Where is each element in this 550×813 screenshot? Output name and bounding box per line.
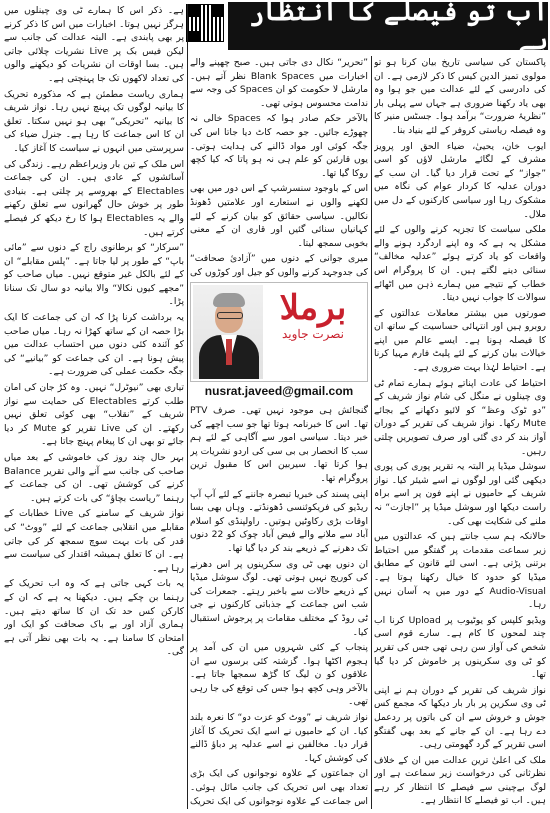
paragraph: صورتوں میں بیشتر معاملات عدالتوں کے روبرو ہیں اور انتہائی حساسیت کے ساتھ ان کا فیصلہ ہونا ہے۔ ایسے عالم میں اپنے خیالات بیان کرنے کے لئے پلیٹ فارم مہیا کرنا ہے۔ احتیاط لہٰذا بہت ضروری ہے۔ [374,307,546,374]
author-box [190,282,368,382]
paragraph: ملکی سیاست کا تجزیہ کرنے والوں کے لئے مشکل یہ ہے کہ وہ اپنے اردگرد ہونے والے واقعات کو یاد کرتے ہوئے ”عدلیہ مخالف“ سنائی دینے لگتے ہیں۔ ان کا پروگرام اس خطاب کے نتیجے میں ہمارے ذہن میں اٹھائے سوالات کا جواب نہیں دیتا۔ [374,224,546,304]
column-logo [265,289,361,341]
author-email[interactable]: nusrat.javeed@gmail.com [204,384,354,398]
paragraph: اپنی پسند کی خبریا تبصرہ جاننے کے لئے آپ آپ ریڈیو کی فریکوئنسی ڈھونڈتے۔ وہاں بھی بسا اوقات بڑی رکاوٹیں ہوتیں۔ راولپنڈی کو اسلام آباد سے ملانے والے فیض آباد چوک کو 22 دنوں تک دھرنے کے ذریعے بند کر دیا گیا تھا۔ [190,488,368,554]
paragraph: بہر حال چند روز کی خاموشی کے بعد میاں صاحب کی جانب سے آنے والی تقریر Balance کرنے کی کوشش تھی۔ ان کی جماعت کے رہنما ”ریاست بچاؤ“ کی بات کرتے ہیں۔ [4,452,184,504]
paragraph: بالآخر حکم صادر ہوا کہ Spaces خالی نہ چھوڑے جائیں۔ جو حصہ کاٹ دیا جاتا اس کی جگہ کوئی اور مواد ڈالنے کی ہدایت ہوتی۔ یوں قارئین کو علم ہی نہ ہو پاتا کہ کیا کچھ روکا گیا تھا۔ [190,113,368,179]
paragraph: نواز شریف کے سامنے کی Live خطابات کے مقابلے میں انقلابی جماعت کے لئے ”ووٹ“ کی قدر کی بات بہت سوچ سمجھ کر کی جاتی ہے۔ ان کا تعلق ہمیشہ اقتدار کی سیاست سے رہا ہے۔ [4,508,184,574]
paragraph: احتیاط کی عادت اپناتے ہوئے ہمارے تمام ٹی وی چینلوں نے منگل کی شام نواز شریف کے ”دو ٹوک وعظ“ کو لائیو دکھانے کے بجائے Mute رکھا۔ نواز شریف کی تقریر کے دوران آواز بند کر دی گئی اور صرف تصویریں چلتی رہیں۔ [374,377,546,457]
paragraph: ان جماعتوں کے علاوہ نوجوانوں کی ایک بڑی تعداد بھی اس تحریک کی جانب مائل ہوئی۔ اس جماعت کے علاوہ نوجوانوں کی ایک تحریک [190,768,368,807]
paragraph: میری جوانی کے دنوں میں ”آزادیٔ صحافت“ کی جدوجہد کرنے والوں کو جیل اور کوڑوں کی [190,253,368,278]
paragraph: یہ بات کہی جاتی ہے کہ وہ اب تحریک کے رہنما بن چکے ہیں۔ دیکھنا یہ ہے کہ ان کے کارکن کس حد تک ان کا ساتھ دیتے ہیں۔ ہماری آزاد اور بے باک صحافت کو ایک اور امتحان کا سامنا ہے۔ یہ بات بھی نظر آتی ہے گی۔ [4,578,184,658]
paragraph: نواز شریف کی تقریر کے دوران ہم نے اپنی ٹی وی سکرین پر بار بار دیکھا کہ مجمع کس جوش و خروش سے ان کی باتوں پر ردعمل دے رہا ہے۔ ان کے جانے کے بعد بھی گفتگو اسی تقریر کے گرد گھومتی رہی۔ [374,684,546,751]
paragraph: ویڈیو کلپس کو یوٹیوب پر Upload کرنا اب چند لمحوں کا کام ہے۔ سارے قوم اسی شخص کی آواز سن رہی تھی جس کی تقریر کو ٹی وی سکرینوں پر خاموش کر دیا گیا تھا۔ [374,614,546,681]
paragraph: حالانکہ ہم سب جانتے ہیں کہ عدالتوں میں زیر سماعت مقدمات پر گفتگو میں احتیاط برتنی پڑتی ہے۔ اسی لئے قانون کے مطابق میڈیا کو حدود کا خیال رکھنا ہوتا ہے۔ Audio-Visual کے دور میں یہ آسان نہیں رہا۔ [374,531,546,611]
paragraph: یہ برداشت کرنا پڑا کہ ان کی جماعت کا ایک بڑا حصہ ان کے ساتھ کھڑا نہ رہا۔ میاں صاحب کو آئندہ کئی دنوں میں احتساب عدالت میں پیش ہونا ہے۔ ان کی جماعت کو ”بیانیے“ کی جگہ حکمت عملی کی ضرورت ہے۔ [4,312,184,378]
paragraph: ہے۔ ذکر اس کا ہمارے ٹی وی چینلوں میں ہرگز نہیں ہوتا۔ اخبارات میں اس کا ذکر کرنے پر بھی پابندی ہے۔ البتہ عدالت کی جانب سے لیکن فیس بک پر Live نشریات چلائی جاتی ہیں۔ بسا اوقات ان نشریات کو دیکھنے والوں کی تعداد لاکھوں تک جا پہنچتی ہے۔ [4,5,184,84]
paragraph: ہماری ریاست مطمئن ہے کہ مذکورہ تحریک کا بیانیہ لوگوں تک پہنچ نہیں رہا۔ نواز شریف کا بیانیہ ”تحریکی“ بھی ہو نہیں سکتا۔ تعلق ان کا اس جماعت کا رہا ہے۔ جنرل ضیاء کی سرپرستی میں انہوں نے سیاست کا آغاز کیا۔ [4,88,184,154]
column-right [374,56,546,809]
paragraph: اس کے باوجود سنسرشپ کے اس دور میں بھی لکھنے والوں نے استعارے اور علامتیں ڈھونڈ نکالیں۔ سیاسی حقائق کو بیان کرنے کے لئے کہانیاں سنائی گئیں اور قاری ان کے معنی بخوبی سمجھ لیتا۔ [190,183,368,249]
paragraph: ”سرکار“ کو برطانوی راج کے دنوں سے ”مائی باپ“ کے طور پر لیا جاتا ہے۔ ”پلس مقابلے“ ان کے لئے بالکل غیر متوقع نہیں۔ میاں صاحب کو ”مجھے کیوں نکالا“ والا بیانیہ دو سال تک سنانا پڑا۔ [4,242,184,308]
column-logo-text: برملا [279,288,347,328]
column-left [4,4,184,809]
paragraph: گنجائش ہی موجود نہیں تھی۔ صرف PTV تھا۔ اس کا خبرنامہ ہوتا تھا جو سب اچھے کی خبر دیتا۔ سیاسی امور سے آگاہی کے لئے ہم سب کا انحصار بی بی سی کی اردو نشریات پر ہوا کرتا تھا۔ سیربین اس کا مقبول ترین پروگرام تھا۔ [190,405,368,484]
paragraph: ان دنوں بھی ٹی وی سکرینوں پر اس دھرنے کی کوریج نہیں ہوتی تھی۔ لوگ سوشل میڈیا کے ذریعے حالات سے باخبر رہتے۔ جمعرات کی شب اس جماعت کے جذباتی کارکنوں نے جی ٹی روڈ کے مختلف مقامات پر پرجوش استقبال کیا۔ [190,558,368,638]
qr-code-icon [186,4,224,42]
paragraph: سوشل میڈیا پر البتہ یہ تقریر پوری کی پوری دیکھی گئی اور لوگوں نے اسے شیئر کیا۔ نواز شریف کے حامیوں نے اپنے فون پر اسے براہ راست دیکھا اور سوشل میڈیا پر ”اجازت“ نہ ملنے کی شکایت بھی کی۔ [374,461,546,527]
paragraph: پنجاب کے کئی شہروں میں ان کی آمد پر ہجوم اکٹھا ہوا۔ گزشتہ کئی برسوں سے ان علاقوں کو ن لیگ کا گڑھ سمجھا جاتا ہے۔ بالآخر وہی کچھ ہوا جس کی توقع کی جا رہی تھی۔ [190,642,368,708]
paragraph: نواز شریف نے ”ووٹ کو عزت دو“ کا نعرہ بلند کیا۔ ان کے حامیوں نے اسے ایک تحریک کا آغاز قرار دیا۔ مخالفین نے اسے عدلیہ پر دباؤ ڈالنے کی کوشش کہا۔ [190,712,368,764]
column-middle-lower [190,404,368,809]
column-middle-upper [190,56,368,280]
author-name: نصرت جاوید [282,327,344,341]
paragraph: ملک کی اعلیٰ ترین عدالت میں ان کے خلاف نظرثانی کی درخواست زیر سماعت ہے اور لوگ بےچینی سے فیصلے کا انتظار کر رہے ہیں۔ اب تو فیصلے کا انتظار ہے۔ [374,754,546,807]
column-divider [371,56,372,809]
title-banner [228,0,548,55]
paragraph: پاکستان کی سیاسی تاریخ بیان کرنا ہو تو مولوی تمیز الدین کیس کا ذکر لازمی ہے۔ ان کی دادرسی کے لئے عدالت میں جو ہوا وہ بھی یاد رکھنا ضروری ہے جہاں سے پہلی بار ”نظریۂ ضرورت“ برآمد ہوا۔ جسٹس منیر کا وہ فیصلہ ریاستی کروفر کے لئے بنیاد بنا۔ [374,57,546,136]
paragraph: تیاری بھی ”نیوٹرل“ نہیں۔ وہ کڑ جان کی امان طلب کرتے Electables کی حمایت سے نواز شریف کے ”نقلاب“ بھی کوئی تعلق نہیں رکھتے۔ ان کی Live تقریر کو Mute کر دیا جائے تو بھی ان کا پیغام پہنچ جاتا ہے۔ [4,382,184,448]
author-photo [193,285,263,379]
paragraph: ایوب خان، یحییٰ، ضیاء الحق اور پرویز مشرف کے لگائے مارشل لاؤں کو اسی ”جواز“ کے تحت قرار دیا گیا۔ ان سب کے دوران عدلیہ کا کردار عوام کی نگاہ میں مشکوک رہا اور سیاسی کارکنوں کے دل میں ملال۔ [374,140,546,220]
article-title: اب تو فیصلے کا انتظار ہے [249,0,548,55]
paragraph: ”تحریر“ نکال دی جاتی ہیں۔ صبح چھپنے والے اخبارات میں Blank Spaces نظر آتے ہیں۔ مارشل لا حکومت کو ان Spaces کی وجہ سے ندامت محسوس ہوتی تھی۔ [190,57,368,109]
paragraph: اس ملک کے تین بار وزیراعظم رہے۔ زندگی کی آسائشوں کے عادی ہیں۔ ان کی جماعت Electables کے بھروسے پر چلتی ہے۔ بنیادی طور پر خوش حال گھرانوں سے تعلق رکھنے والے یہ Electables ہوا کا رخ دیکھ کر فیصلے کرتے ہیں۔ [4,158,184,238]
column-divider [187,4,188,809]
